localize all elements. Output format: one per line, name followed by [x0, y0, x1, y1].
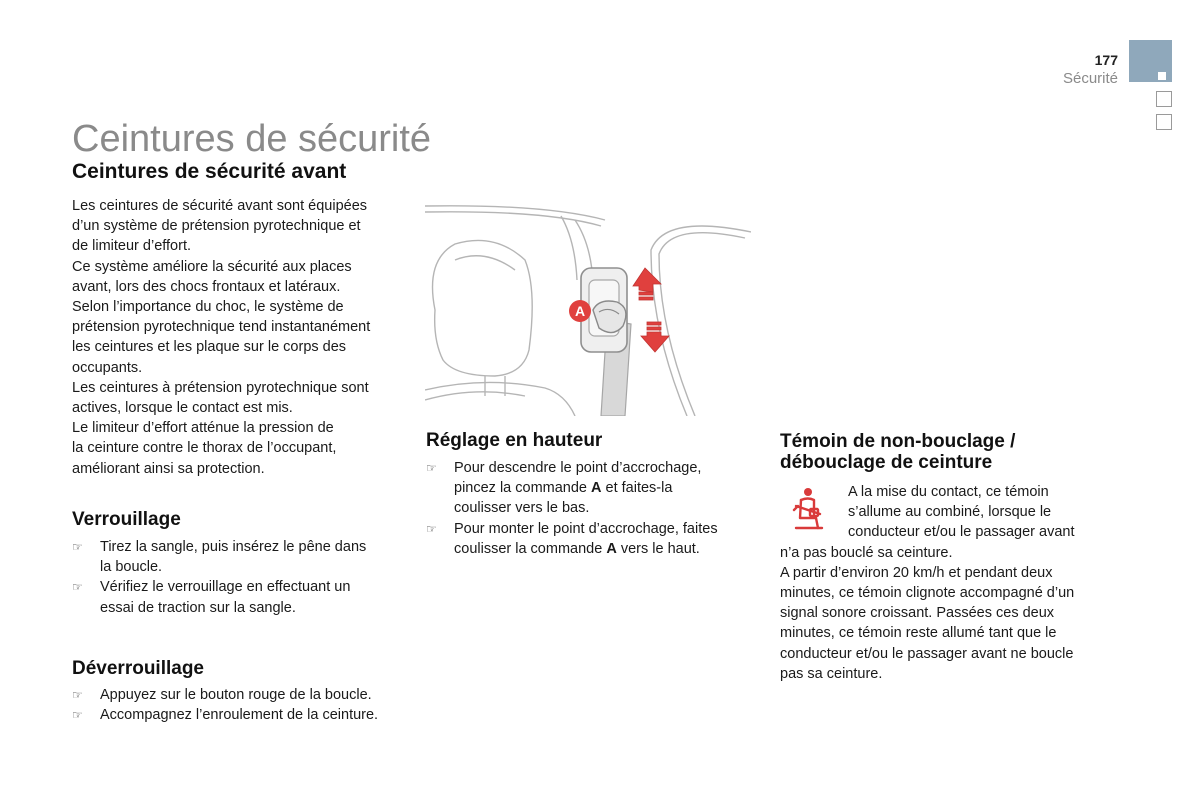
reglage-heading: Réglage en hauteur [426, 430, 603, 451]
deverrouillage-list [72, 685, 412, 725]
text-line: Ce système améliore la sécurité aux places [72, 258, 352, 275]
text-line: Les ceintures à prétension pyrotechnique sont [72, 379, 369, 396]
text-line: Pour monter le point d’accrochage, faites [454, 520, 718, 537]
pointing-hand-icon: ☞ [426, 521, 437, 536]
pointing-hand-icon: ☞ [72, 708, 83, 723]
chapter-tab-active[interactable] [1129, 40, 1172, 82]
chapter-tab-3[interactable] [1156, 114, 1172, 130]
seatbelt-height-adjustment-illustration [425, 200, 751, 416]
list-item [72, 705, 412, 725]
list-item [426, 458, 756, 519]
list-item [72, 537, 402, 577]
text-line: prétension pyrotechnique tend instantanément [72, 319, 371, 336]
text-line: A partir d’environ 20 km/h et pendant deux [780, 564, 1053, 581]
text-line: pincez la commande A et faites-la [454, 480, 673, 497]
page-title: Ceintures de sécurité [72, 118, 432, 160]
text-line: conducteur et/ou le passager avant [848, 524, 1075, 541]
text-line: avant, lors des chocs frontaux et latéraux. [72, 278, 341, 295]
text-line: améliorant ainsi sa protection. [72, 460, 265, 477]
text-line: la boucle. [100, 559, 163, 576]
text-line: Tirez la sangle, puis insérez le pêne dans [100, 539, 367, 555]
text-line: occupants. [72, 359, 143, 376]
text-line: les ceintures et les plaque sur le corps des [72, 339, 347, 356]
text-line: Pour descendre le point d’accrochage, [454, 460, 702, 476]
text-line: conducteur et/ou le passager avant ne boucle [780, 645, 1074, 662]
verrouillage-list [72, 537, 402, 618]
pointing-hand-icon: ☞ [72, 540, 83, 554]
pointing-hand-icon: ☞ [72, 580, 83, 595]
deverrouillage-heading: Déverrouillage [72, 658, 204, 679]
pointing-hand-icon: ☞ [426, 461, 437, 475]
temoin-heading: Témoin de non-bouclage / débouclage de ceinture [780, 431, 1016, 473]
text-line: Le limiteur d’effort atténue la pression de [72, 420, 334, 437]
text-line: Vérifiez le verrouillage en effectuant un [100, 579, 351, 596]
text-line: la ceinture contre le thorax de l’occupant, [72, 440, 337, 457]
text-line: n’a pas bouclé sa ceinture. [780, 544, 953, 561]
section-label: Sécurité [1062, 70, 1118, 87]
section-subtitle: Ceintures de sécurité avant [72, 160, 347, 183]
text-line: Les ceintures de sécurité avant sont équipées [72, 198, 368, 214]
text-line: Accompagnez l’enroulement de la ceinture. [100, 707, 379, 724]
active-tab-marker [1158, 72, 1166, 80]
page-number: 177 [1094, 52, 1118, 68]
text-line: coulisser la commande A vers le haut. [454, 540, 700, 557]
list-item [426, 519, 756, 559]
text-line: A la mise du contact, ce témoin [848, 484, 1049, 500]
callout-label-a: A [574, 303, 586, 319]
text-line: coulisser vers le bas. [454, 500, 590, 517]
pointing-hand-icon: ☞ [72, 688, 83, 702]
text-line: essai de traction sur la sangle. [100, 599, 296, 616]
verrouillage-heading: Verrouillage [72, 509, 181, 530]
text-line: signal sonore croissant. Passées ces deux [780, 605, 1055, 622]
list-item [72, 577, 402, 617]
text-line: minutes, ce témoin clignote accompagné d’un [780, 585, 1075, 602]
temoin-paragraph [780, 482, 1098, 684]
chapter-tab-2[interactable] [1156, 91, 1172, 107]
text-line: minutes, ce témoin reste allumé tant que le [780, 625, 1057, 642]
text-line: de limiteur d’effort. [72, 238, 192, 255]
text-line: Appuyez sur le bouton rouge de la boucle. [100, 687, 372, 703]
intro-paragraph [72, 196, 402, 479]
text-line: Selon l’importance du choc, le système de [72, 299, 344, 316]
reglage-list [426, 458, 756, 559]
text-line: actives, lorsque le contact est mis. [72, 400, 293, 417]
list-item [72, 685, 412, 705]
text-line: d’un système de prétension pyrotechnique et [72, 218, 361, 235]
text-line: pas sa ceinture. [780, 665, 883, 682]
text-line: s’allume au combiné, lorsque le [848, 504, 1052, 521]
